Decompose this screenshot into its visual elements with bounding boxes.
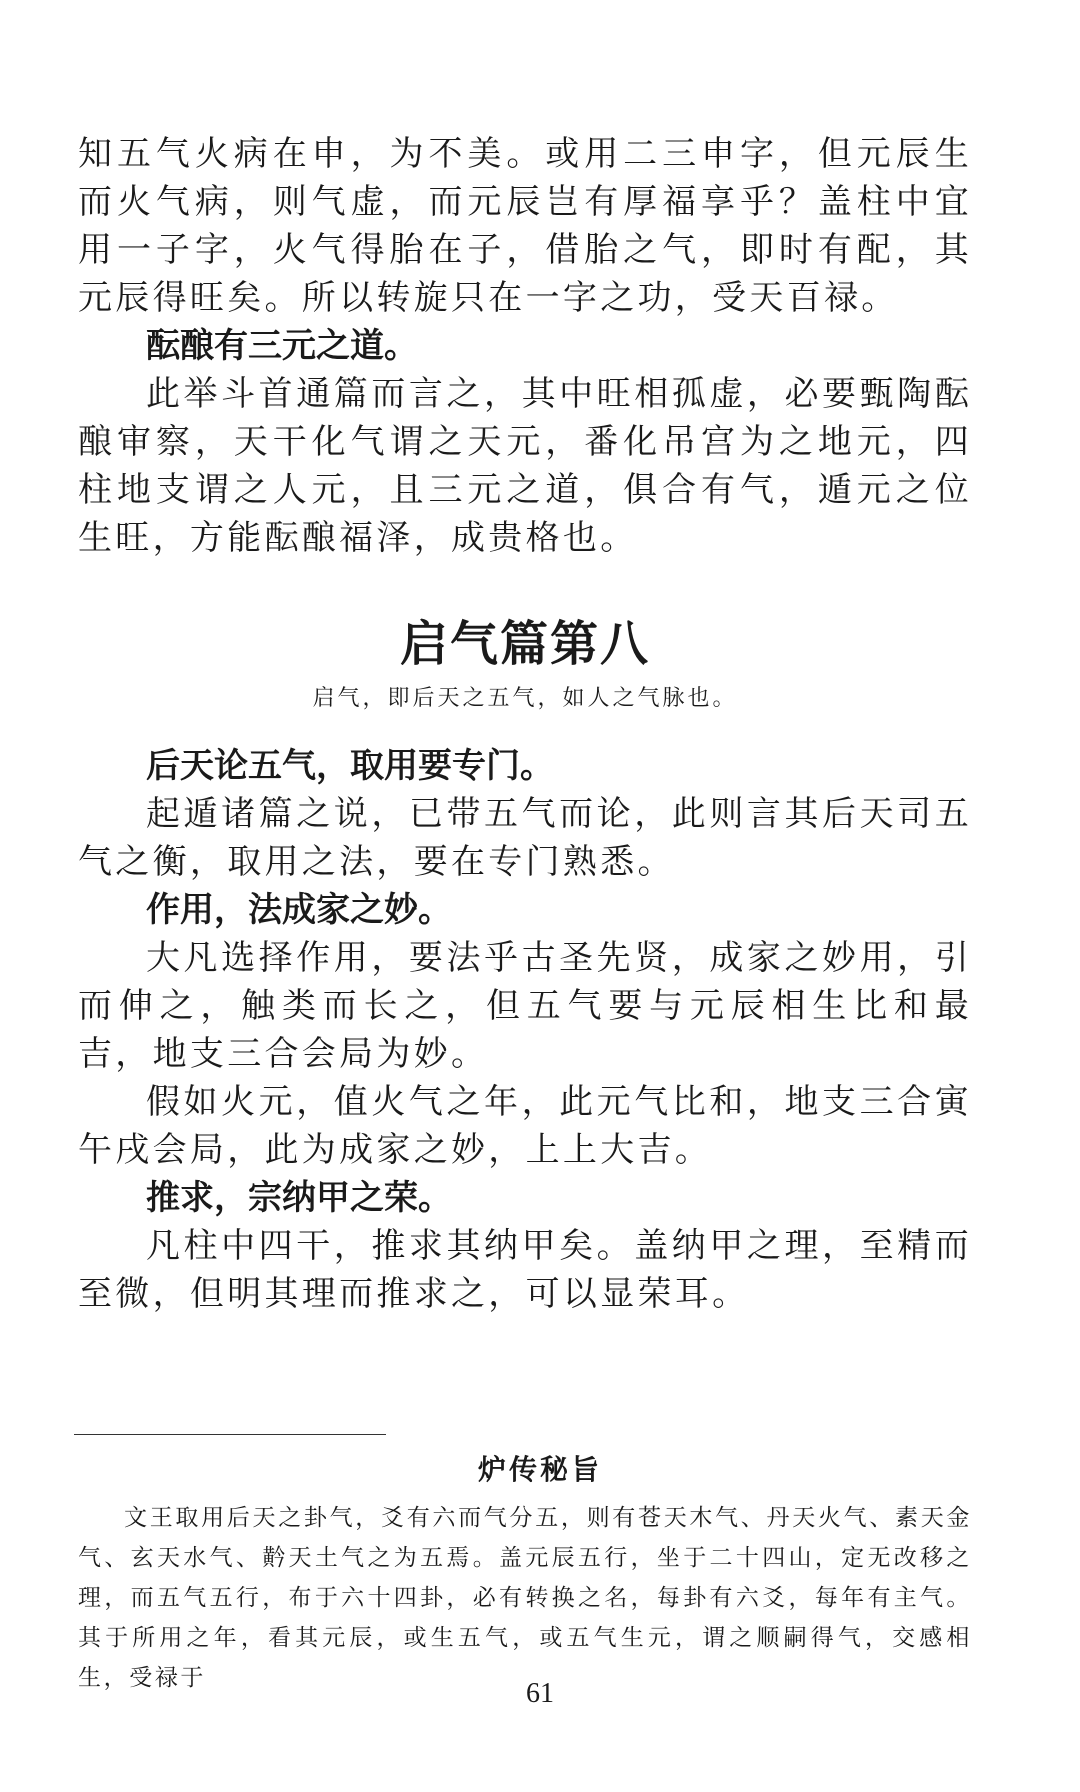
main-text-block [78,130,972,1318]
sidebar-text: 文王取用后天之卦气，爻有六而气分五，则有苍天木气、丹天火气、素天金气、玄天水气、黅天土气之为五焉。盖元辰五行，坐于二十四山，定无改移之理，而五气五行，布于六十四卦，必有转换之名，每卦有六爻，每年有主气。其于所用之年，看其元辰，或生五气，或五气生元，谓之顺嗣得气，交感相生，受禄于 [78,1505,972,1691]
commentary-paragraph-2: 起遁诸篇之说，已带五气而论，此则言其后天司五气之衡，取用之法，要在专门熟悉。 [78,794,972,882]
footnote-divider [74,1434,386,1435]
verse-heading-2: 后天论五气，取用要专门。 [146,746,554,786]
chapter-subtitle: 启气，即后天之五气，如人之气脉也。 [312,686,738,711]
continuation-paragraph: 知五气火病在申，为不美。或用二三申字，但元辰生而火气病，则气虚，而元辰岂有厚福享乎？盖柱中宜用一子字，火气得胎在子，借胎之气，即时有配，其元辰得旺矣。所以转旋只在一字之功，受天百禄。 [78,134,972,318]
sidebar-title: 炉传秘旨 [477,1453,602,1486]
verse-heading-3: 作用，法成家之妙。 [146,890,452,930]
verse-heading-4: 推求，宗纳甲之荣。 [146,1178,452,1218]
chapter-title: 启气篇第八 [399,616,650,672]
commentary-paragraph-4: 假如火元，值火气之年，此元气比和，地支三合寅午戌会局，此为成家之妙，上上大吉。 [78,1082,972,1170]
verse-heading-1: 酝酿有三元之道。 [146,326,418,366]
commentary-paragraph-5: 凡柱中四干，推求其纳甲矣。盖纳甲之理，至精而至微，但明其理而推求之，可以显荣耳。 [78,1226,972,1314]
commentary-paragraph-1: 此举斗首通篇而言之，其中旺相孤虚，必要甄陶酝酿审察，天干化气谓之天元，番化吊宫为之地元，四柱地支谓之人元，且三元之道，俱合有气，遁元之位生旺，方能酝酿福泽，成贵格也。 [78,374,972,558]
commentary-paragraph-3: 大凡选择作用，要法乎古圣先贤，成家之妙用，引而伸之，触类而长之，但五气要与元辰相生比和最吉，地支三合会局为妙。 [78,938,972,1074]
page-number: 61 [526,1678,554,1709]
